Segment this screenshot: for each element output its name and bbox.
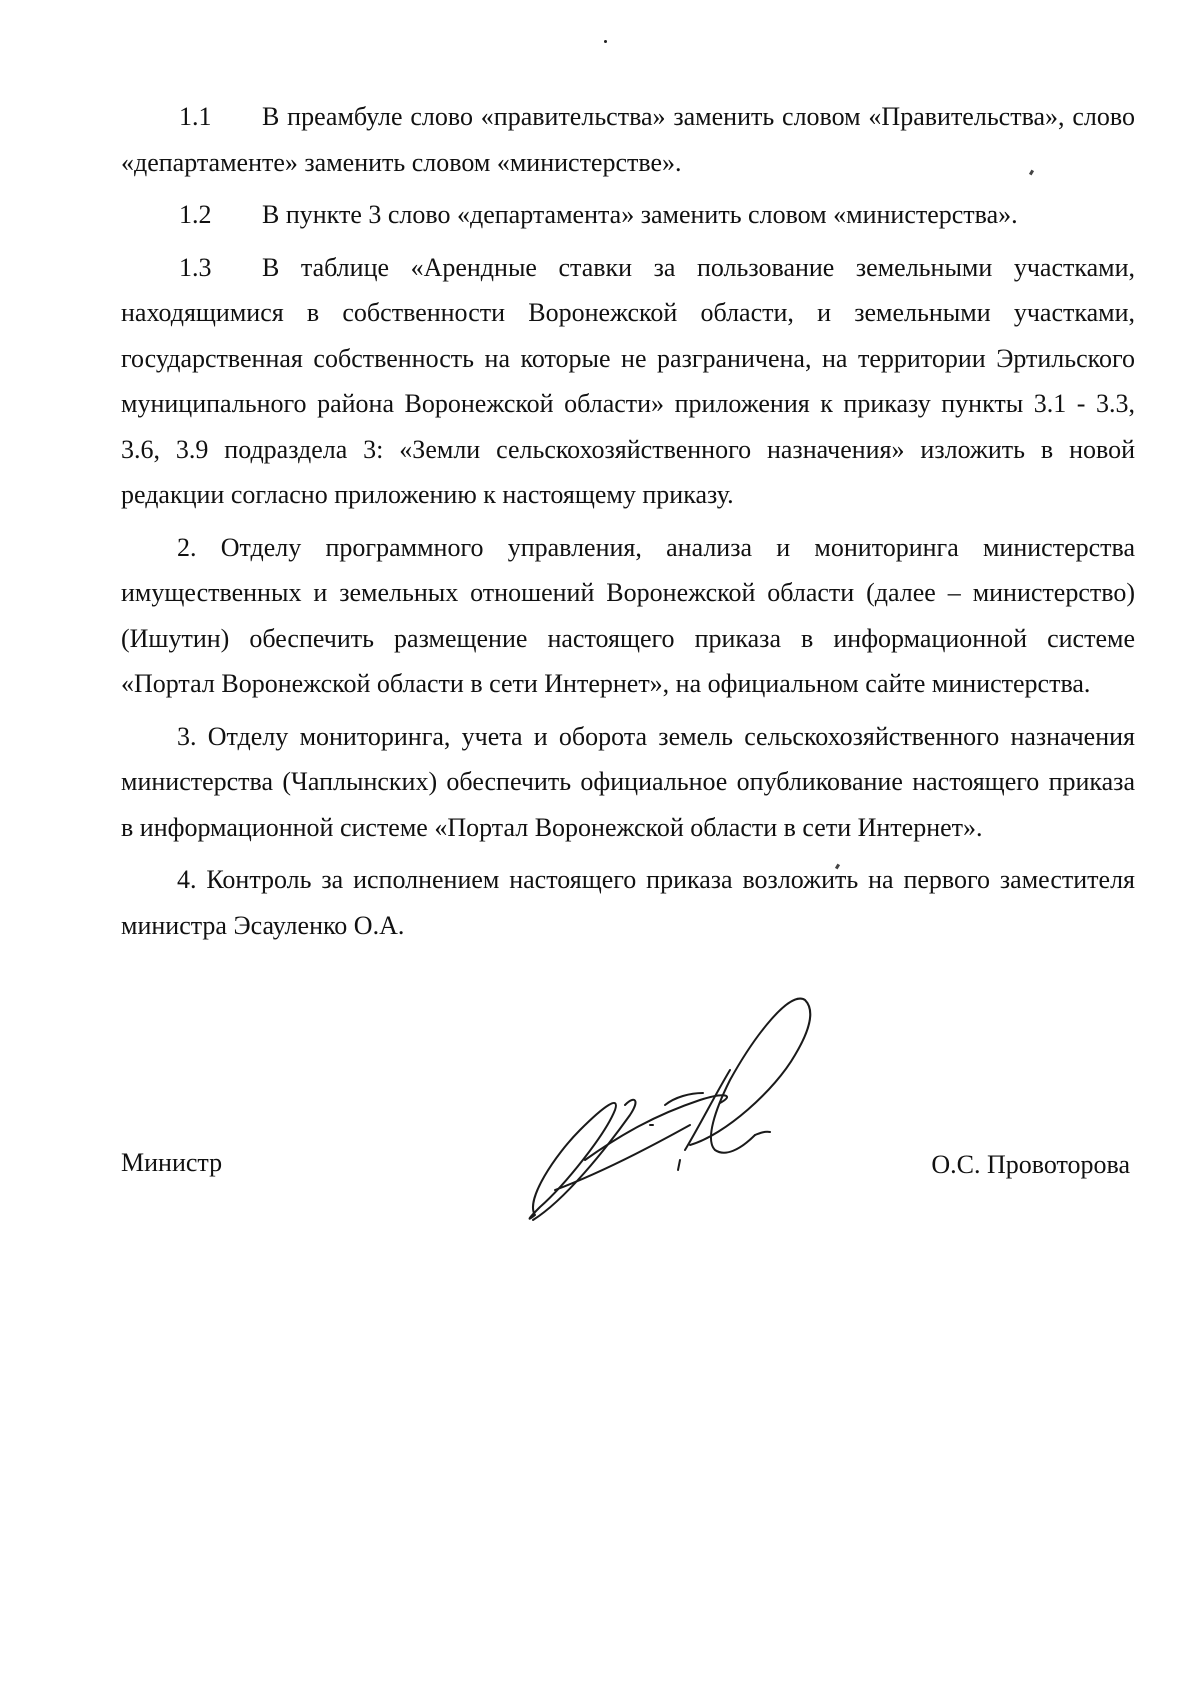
paragraph-3: 3. Отделу мониторинга, учета и оборота земель сельскохозяйственного назначения министерства (Чаплынских) обеспечить официальное опубликование настоящего приказа в информационной системе «Портал Воронежской области в сети Интернет». <box>121 721 1135 842</box>
paragraph-text: В пункте 3 слово «департамента» заменить словом «министерства». <box>262 200 1018 229</box>
paragraph-text: В таблице «Арендные ставки за пользование земельными участками, находящимися в собственности Воронежской области, и земельными участками, государственная собственность на которые не разграничена, на территории Эртильского муниципального района Воронежской области» приложения к приказу пункты 3.1 - 3.3, 3.6, 3.9 подраздела 3: «Земли сельскохозяйственного назначения» изложить в новой редакции согласно приложению к настоящему приказу. <box>121 252 1135 509</box>
paragraph-1-2 <box>121 192 1135 238</box>
document-body <box>121 94 1135 948</box>
paragraph-2: 2. Отделу программного управления, анализа и мониторинга министерства имущественных и земельных отношений Воронежской области (далее – министерство) (Ишутин) обеспечить размещение настоящего приказа в информационной системе «Портал Воронежской области в сети Интернет», на официальном сайте министерства. <box>121 532 1135 698</box>
handwritten-signature <box>525 985 845 1225</box>
paragraph-4: 4. Контроль за исполнением настоящего приказа возложить на первого заместителя министра Эсауленко О.А. <box>121 865 1135 940</box>
signer-name: О.С. Провоторова <box>931 1150 1130 1179</box>
paragraph-1-1 <box>121 94 1135 185</box>
paragraph-number: 1.2 <box>179 200 212 229</box>
scan-dot <box>604 40 607 43</box>
paragraph-1-3 <box>121 245 1135 518</box>
signer-position: Министр <box>121 1148 223 1177</box>
paragraph-text: В преамбуле слово «правительства» заменить словом «Правительства», слово «департаменте» заменить словом «министерстве». <box>121 102 1135 177</box>
paragraph-number: 1.1 <box>179 102 212 131</box>
paragraph-number: 1.3 <box>179 252 212 282</box>
